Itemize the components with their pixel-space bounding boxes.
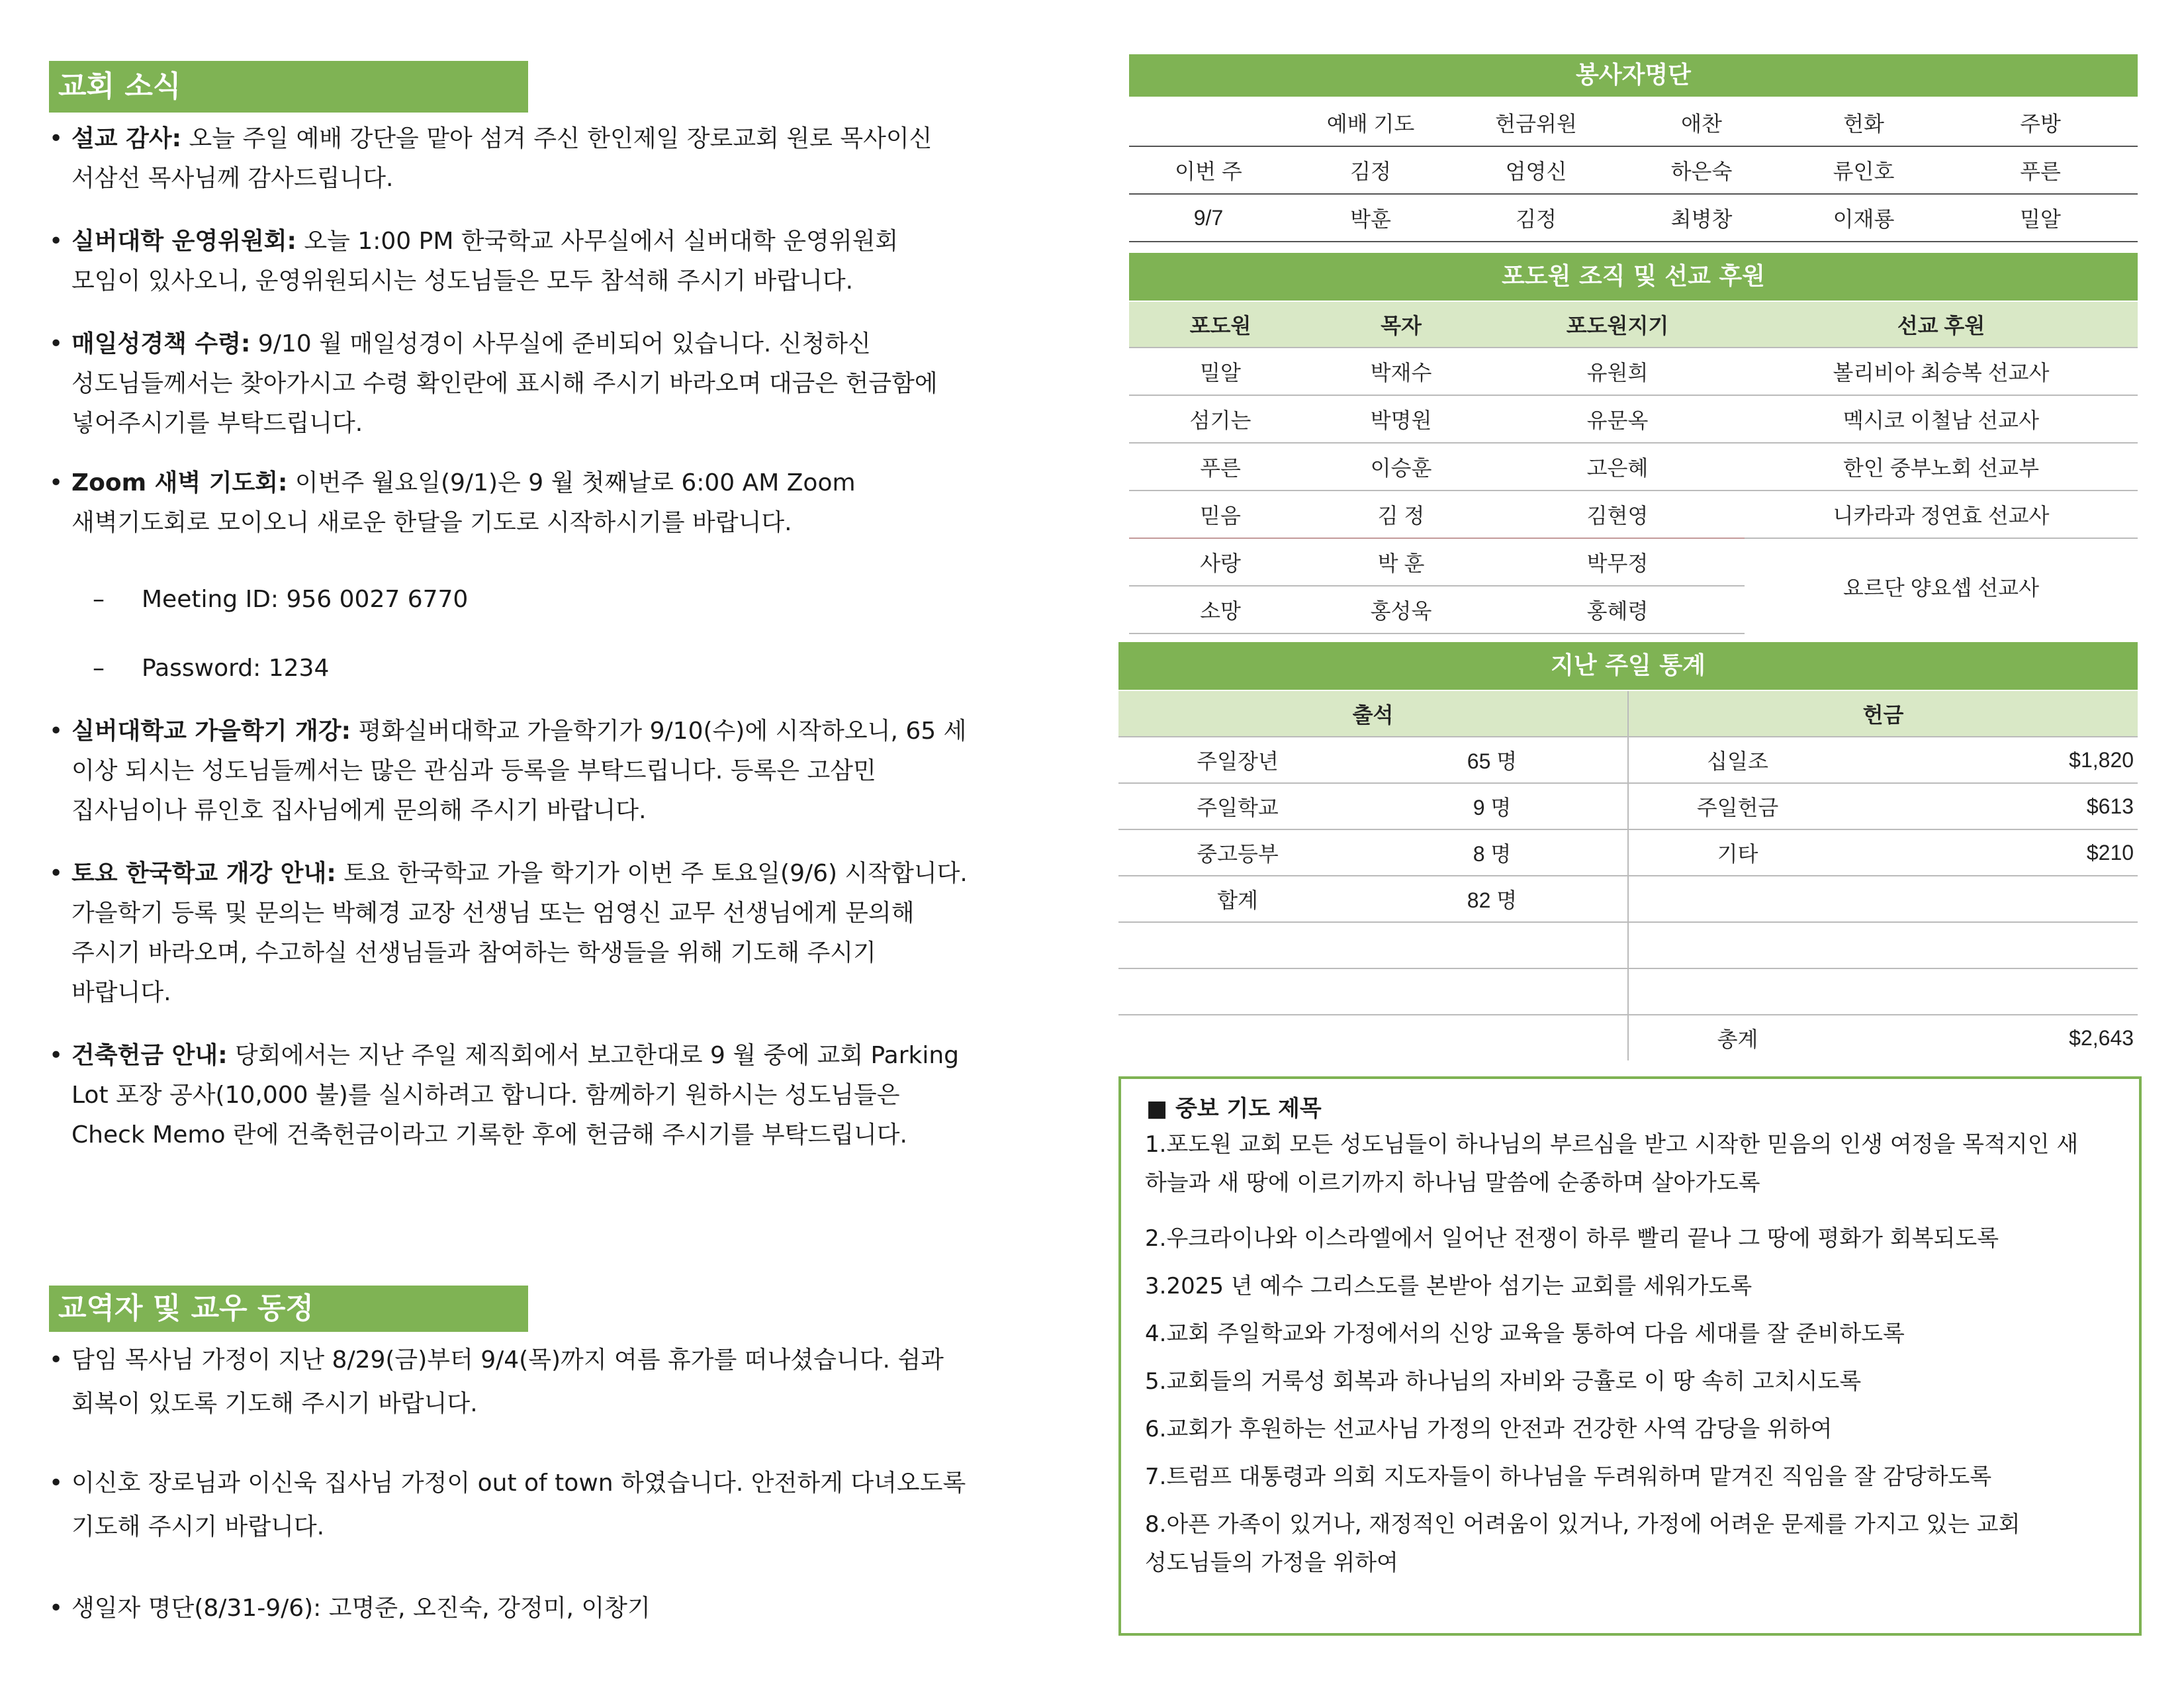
stats-offering-cell: $2,643 [1846, 1015, 2138, 1060]
stats-offering-cell [1846, 968, 2138, 1015]
stats-header-row [1118, 691, 2138, 737]
staff-section-title: 교역자 및 교우 동정 [49, 1286, 528, 1332]
news-item-line: 가을학기 등록 및 문의는 박혜경 교장 선생님 또는 엄영신 교무 선생님에게 문의해 [71, 900, 915, 927]
prayer-item [1145, 1410, 2124, 1448]
vineyard-cell: 사랑 [1129, 538, 1312, 586]
news-item-body: 평화실버대학교 가을학기가 9/10(수)에 시작하오니, 65 세 [351, 718, 967, 745]
news-item-text [49, 1036, 1062, 1155]
news-item-heading: Zoom 새벽 기도회: [71, 469, 288, 496]
vineyard-cell: 박 훈 [1312, 538, 1490, 586]
vineyard-header-cell: 포도원 [1129, 302, 1312, 348]
vineyard-row [1129, 443, 2138, 491]
stats-attendance-cell: 합계 [1118, 876, 1357, 922]
news-item-text [49, 712, 1062, 831]
bullet-icon: • [49, 1042, 64, 1069]
vineyard-cell: 박재수 [1312, 348, 1490, 395]
volunteers-row [1129, 146, 2138, 194]
staff-news-text [49, 1338, 1062, 1426]
zoom-password: – Password: 1234 [93, 655, 330, 682]
bullet-icon: • [49, 718, 64, 745]
news-item-line: 집사님이나 류인호 집사님에게 문의해 주시기 바랍니다. [71, 797, 647, 824]
prayer-item-line: 하늘과 새 땅에 이르기까지 하나님 말씀에 순종하며 살아가도록 [1145, 1170, 1760, 1196]
news-item-line: Check Memo 란에 건축헌금이라고 기록한 후에 헌금해 주시기를 부탁드립니다. [71, 1121, 907, 1149]
news-item-line: 바랍니다. [71, 979, 171, 1006]
volunteers-header-cell: 헌금위원 [1453, 99, 1619, 146]
news-item-text [49, 463, 1062, 543]
bullet-icon: • [49, 1346, 64, 1374]
stats-row [1118, 829, 2138, 876]
volunteers-cell: 박훈 [1288, 194, 1453, 242]
staff-news-text [49, 1587, 1062, 1630]
vineyard-cell: 홍혜령 [1490, 586, 1745, 633]
vineyard-cell: 니카라과 정연효 선교사 [1745, 491, 2138, 538]
news-item-text [49, 324, 1062, 444]
vineyard-cell: 김현영 [1490, 491, 1745, 538]
bullet-icon: • [49, 125, 64, 152]
stats-attendance-cell: 주일학교 [1118, 783, 1357, 829]
vineyard-title: 포도원 조직 및 선교 후원 [1129, 253, 2138, 301]
stats-offering-cell [1846, 922, 2138, 968]
news-item-line: 새벽기도회로 모이오니 새로운 한달을 기도로 시작하시기를 바랍니다. [71, 509, 792, 536]
stats-row [1118, 876, 2138, 922]
prayer-item-line: 성도님들의 가정을 위하여 [1145, 1550, 1398, 1576]
volunteers-title: 봉사자명단 [1129, 54, 2138, 97]
staff-news-line: 회복이 있도록 기도해 주시기 바랍니다. [71, 1390, 478, 1417]
volunteers-cell: 김정 [1453, 194, 1619, 242]
news-section-title: 교회 소식 [49, 61, 528, 113]
volunteers-cell: 9/7 [1129, 194, 1288, 242]
volunteers-cell: 최병창 [1619, 194, 1784, 242]
stats-offering-cell: 기타 [1628, 829, 1846, 876]
news-item-heading: 실버대학 운영위원회: [71, 228, 296, 255]
prayer-item [1145, 1219, 2124, 1258]
staff-news-line: 생일자 명단(8/31-9/6): 고명준, 오진숙, 강정미, 이창기 [71, 1595, 651, 1622]
prayer-item-line: 8.아픈 가족이 있거나, 재정적인 어려움이 있거나, 가정에 어려운 문제를 가지고 있는 교회 [1145, 1511, 2021, 1538]
stats-offering-cell [1628, 876, 1846, 922]
prayer-item [1145, 1505, 2124, 1582]
vineyard-header-cell: 목자 [1312, 302, 1490, 348]
stats-row [1118, 737, 2138, 783]
news-item-line: 서삼선 목사님께 감사드립니다. [71, 165, 394, 192]
volunteers-cell: 이번 주 [1129, 146, 1288, 194]
prayer-item [1145, 1267, 2124, 1305]
news-item [49, 463, 1062, 543]
volunteers-row [1129, 194, 2138, 242]
vineyard-cell: 푸른 [1129, 443, 1312, 491]
volunteers-header-row [1129, 99, 2138, 146]
prayer-item-line: 4.교회 주일학교와 가정에서의 신앙 교육을 통하여 다음 세대를 잘 준비하도록 [1145, 1321, 1905, 1347]
stats-attendance-cell: 주일장년 [1118, 737, 1357, 783]
stats-attendance-cell [1357, 1015, 1628, 1060]
stats-offering-cell: $210 [1846, 829, 2138, 876]
news-item [49, 324, 1062, 444]
vineyard-cell: 한인 중부노회 선교부 [1745, 443, 2138, 491]
news-item-line: Lot 포장 공사(10,000 불)를 실시하려고 합니다. 함께하기 원하시는 성도님들은 [71, 1082, 900, 1109]
volunteers-cell: 하은숙 [1619, 146, 1784, 194]
vineyard-cell: 이승훈 [1312, 443, 1490, 491]
news-item-line: 주시기 바라오며, 수고하실 선생님들과 참여하는 학생들을 위해 기도해 주시기 [71, 939, 876, 966]
volunteers-header-cell: 예배 기도 [1288, 99, 1453, 146]
prayer-item-line: 5.교회들의 거룩성 회복과 하나님의 자비와 긍휼로 이 땅 속히 고치시도록 [1145, 1368, 1862, 1395]
news-item-line: 넣어주시기를 부탁드립니다. [71, 410, 363, 437]
vineyard-cell: 소망 [1129, 586, 1312, 633]
stats-row [1118, 1015, 2138, 1060]
staff-news-item [49, 1462, 1062, 1549]
stats-attendance-cell [1357, 922, 1628, 968]
bullet-icon: • [49, 1595, 64, 1622]
vineyard-cell: 김 정 [1312, 491, 1490, 538]
stats-attendance-cell: 8 명 [1357, 829, 1628, 876]
vineyard-cell: 믿음 [1129, 491, 1312, 538]
stats-offering-cell [1846, 876, 2138, 922]
volunteers-header-cell: 주방 [1943, 99, 2138, 146]
staff-news-item [49, 1587, 1062, 1630]
volunteers-cell: 김정 [1288, 146, 1453, 194]
news-item [49, 712, 1062, 831]
news-item-body: 9/10 월 매일성경이 사무실에 준비되어 있습니다. 신청하신 [250, 330, 871, 357]
prayer-item [1145, 1362, 2124, 1401]
stats-offering-cell [1628, 968, 1846, 1015]
news-item [49, 1036, 1062, 1155]
prayer-item-line: 6.교회가 후원하는 선교사님 가정의 안전과 건강한 사역 감당을 위하여 [1145, 1416, 1833, 1442]
stats-attendance-cell [1118, 922, 1357, 968]
volunteers-header-cell [1129, 99, 1288, 146]
news-item-body: 오늘 주일 예배 강단을 맡아 섬겨 주신 한인제일 장로교회 원로 목사이신 [181, 125, 933, 152]
news-item-line: 모임이 있사오니, 운영위원되시는 성도님들은 모두 참석해 주시기 바랍니다. [71, 267, 854, 295]
staff-news-line: 담임 목사님 가정이 지난 8/29(금)부터 9/4(목)까지 여름 휴가를 떠나셨습니다. 쉼과 [71, 1346, 944, 1374]
news-item [49, 854, 1062, 1013]
prayer-item-line: 7.트럼프 대통령과 의회 지도자들이 하나님을 두려워하며 맡겨진 직임을 잘 감당하도록 [1145, 1464, 1992, 1490]
news-item-body: 당회에서는 지난 주일 제직회에서 보고한대로 9 월 중에 교회 Parking [227, 1042, 960, 1069]
vineyard-cell: 유원희 [1490, 348, 1745, 395]
prayer-item [1145, 1458, 2124, 1496]
prayer-item-line: 2.우크라이나와 이스라엘에서 일어난 전쟁이 하루 빨리 끝나 그 땅에 평화가 회복되도록 [1145, 1225, 1999, 1252]
stats-offering-cell: $1,820 [1846, 737, 2138, 783]
volunteers-table [1129, 99, 2138, 242]
stats-title: 지난 주일 통계 [1118, 642, 2138, 690]
stats-attendance-cell: 82 명 [1357, 876, 1628, 922]
news-item-heading: 실버대학교 가을학기 개강: [71, 718, 351, 745]
stats-row [1118, 783, 2138, 829]
volunteers-cell: 이재룡 [1784, 194, 1943, 242]
stats-offering-cell: $613 [1846, 783, 2138, 829]
vineyard-cell: 박무정 [1490, 538, 1745, 586]
stats-offering-header: 헌금 [1628, 691, 2138, 737]
vineyard-cell: 고은혜 [1490, 443, 1745, 491]
news-item-body: 오늘 1:00 PM 한국학교 사무실에서 실버대학 운영위원회 [296, 228, 899, 255]
volunteers-header-cell: 헌화 [1784, 99, 1943, 146]
news-item-line: 이상 되시는 성도님들께서는 많은 관심과 등록을 부탁드립니다. 등록은 고삼민 [71, 757, 876, 784]
vineyard-row [1129, 348, 2138, 395]
staff-news-item [49, 1338, 1062, 1426]
bullet-icon: • [49, 1470, 64, 1497]
news-item-body: 이번주 월요일(9/1)은 9 월 첫째날로 6:00 AM Zoom [287, 469, 856, 496]
stats-attendance-cell [1118, 968, 1357, 1015]
bullet-icon: • [49, 228, 64, 255]
vineyard-header-cell: 선교 후원 [1745, 302, 2138, 348]
vineyard-header-row [1129, 302, 2138, 348]
volunteers-header-cell: 애찬 [1619, 99, 1784, 146]
vineyard-table [1129, 302, 2138, 634]
volunteers-cell: 류인호 [1784, 146, 1943, 194]
stats-row [1118, 922, 2138, 968]
stats-attendance-cell: 65 명 [1357, 737, 1628, 783]
vineyard-cell: 볼리비아 최승복 선교사 [1745, 348, 2138, 395]
stats-offering-cell: 총계 [1628, 1015, 1846, 1060]
stats-attendance-cell: 9 명 [1357, 783, 1628, 829]
staff-news-text [49, 1462, 1062, 1549]
vineyard-cell: 유문옥 [1490, 395, 1745, 443]
volunteers-cell: 엄영신 [1453, 146, 1619, 194]
bullet-icon: • [49, 860, 64, 887]
stats-attendance-cell [1118, 1015, 1357, 1060]
vineyard-row [1129, 491, 2138, 538]
news-item-text [49, 854, 1062, 1013]
prayer-item-line: 1.포도원 교회 모든 성도님들이 하나님의 부르심을 받고 시작한 믿음의 인생 여정을 목적지인 새 [1145, 1131, 2079, 1158]
news-item [49, 119, 1062, 199]
prayer-item-line: 3.2025 년 예수 그리스도를 본받아 섬기는 교회를 세워가도록 [1145, 1273, 1752, 1299]
staff-news-line: 기도해 주시기 바랍니다. [71, 1513, 325, 1540]
stats-row [1118, 968, 2138, 1015]
volunteers-cell: 푸른 [1943, 146, 2138, 194]
vineyard-cell: 홍성욱 [1312, 586, 1490, 633]
news-item-line: 성도님들께서는 찾아가시고 수령 확인란에 표시해 주시기 바라오며 대금은 헌금함에 [71, 370, 938, 397]
stats-offering-cell [1628, 922, 1846, 968]
news-item-text [49, 119, 1062, 199]
vineyard-cell: 멕시코 이철남 선교사 [1745, 395, 2138, 443]
vineyard-cell: 섬기는 [1129, 395, 1312, 443]
zoom-meeting-id: – Meeting ID: 956 0027 6770 [93, 586, 469, 613]
news-item-heading: 매일성경책 수령: [71, 330, 251, 357]
vineyard-cell: 밀알 [1129, 348, 1312, 395]
news-item [49, 222, 1062, 301]
stats-offering-cell: 십일조 [1628, 737, 1846, 783]
stats-table [1118, 691, 2138, 1060]
staff-news-line: 이신호 장로님과 이신욱 집사님 가정이 out of town 하였습니다. 안전하게 다녀오도록 [71, 1470, 966, 1497]
stats-attendance-cell: 중고등부 [1118, 829, 1357, 876]
bullet-icon: • [49, 330, 64, 357]
news-item-heading: 건축헌금 안내: [71, 1042, 228, 1069]
prayer-item [1145, 1125, 2124, 1202]
news-item-body: 토요 한국학교 가을 학기가 이번 주 토요일(9/6) 시작합니다. [336, 860, 968, 887]
vineyard-header-cell: 포도원지기 [1490, 302, 1745, 348]
news-item-heading: 토요 한국학교 개강 안내: [71, 860, 336, 887]
vineyard-row [1129, 538, 2138, 586]
stats-attendance-cell [1357, 968, 1628, 1015]
vineyard-cell: 박명원 [1312, 395, 1490, 443]
prayer-title: ■ 중보 기도 제목 [1146, 1096, 1322, 1122]
news-item-heading: 설교 감사: [71, 125, 182, 152]
vineyard-mission-cell-merged: 요르단 양요셉 선교사 [1745, 538, 2138, 633]
bullet-icon: • [49, 469, 64, 496]
stats-attendance-header: 출석 [1118, 691, 1628, 737]
volunteers-cell: 밀알 [1943, 194, 2138, 242]
prayer-item [1145, 1315, 2124, 1353]
stats-offering-cell: 주일헌금 [1628, 783, 1846, 829]
vineyard-row [1129, 395, 2138, 443]
prayer-box [1118, 1076, 2142, 1636]
news-item-text [49, 222, 1062, 301]
